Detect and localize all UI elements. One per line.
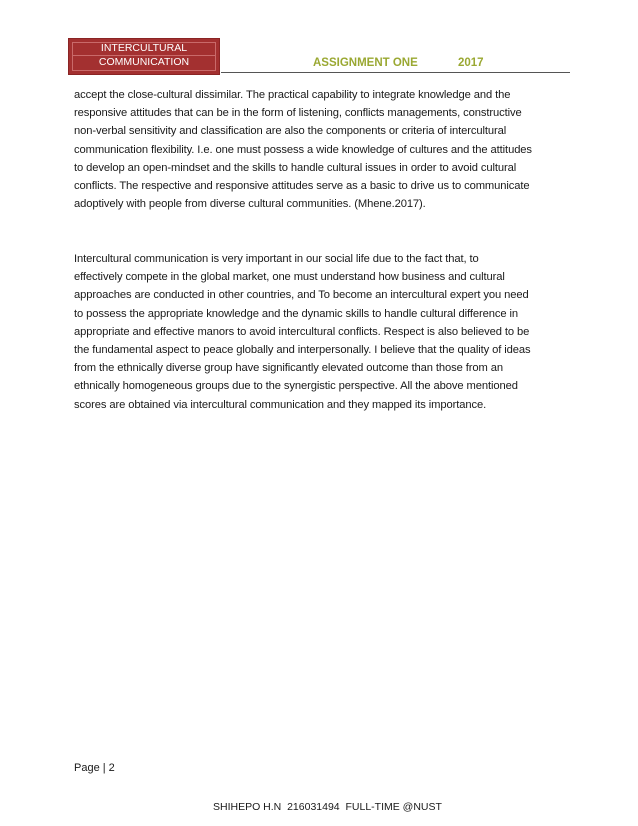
paragraph-1-line: accept the close-cultural dissimilar. The practical capability to integrate knowledge and the [74, 89, 511, 101]
course-title-box [68, 38, 220, 75]
paragraph-2-line: Intercultural communication is very important in our social life due to the fact that, to [74, 253, 479, 265]
assignment-label: ASSIGNMENT ONE [313, 57, 418, 69]
course-title-line1: INTERCULTURAL [100, 42, 188, 54]
paragraph-1-line: non-verbal sensitivity and classification are also the components or criteria of intercultural [74, 125, 507, 138]
paragraph-2-line: ethnically homogeneous groups due to the synergistic perspective. All the above mentioned [74, 380, 518, 393]
paragraph-2-line: appropriate and effective manors to avoid intercultural conflicts. Respect is also believed to be [74, 325, 530, 338]
paragraph-2-line: the fundamental aspect to peace globally and interpersonally. I believe that the quality of ideas [74, 344, 531, 357]
paragraph-1-line: responsive attitudes that can be in the form of listening, conflicts managements, constructive [74, 107, 522, 120]
paragraph-1 [74, 86, 574, 213]
paragraph-2 [74, 250, 574, 414]
paragraph-1-line: adoptively with people from diverse cultural communities. (Mhene.2017). [74, 198, 426, 211]
header-rule [221, 72, 570, 73]
paragraph-2-line: to possess the appropriate knowledge and the dynamic skills to handle cultural difference in [74, 307, 518, 320]
paragraph-1-line: to develop an open-mindset and the skills to handle cultural issues in order to avoid cultural [74, 161, 517, 174]
page-number: Page | 2 [74, 762, 115, 774]
paragraph-2-line: approaches are conducted in other countries, and To become an intercultural expert you need [74, 289, 529, 302]
paragraph-1-line: communication flexibility. I.e. one must possess a wide knowledge of cultures and the attitudes [74, 143, 532, 156]
assignment-year: 2017 [458, 57, 484, 69]
paragraph-2-line: scores are obtained via intercultural communication and they mapped its importance. [74, 398, 487, 411]
course-title-line2: COMMUNICATION [98, 56, 190, 68]
paragraph-2-line: effectively compete in the global market, one must understand how business and cultural [74, 271, 505, 284]
paragraph-2-line: from the ethnically diverse group have significantly elevated outcome than those from an [74, 362, 503, 375]
paragraph-1-line: conflicts. The respective and responsive attitudes serve as a basic to drive us to communicate [74, 180, 530, 193]
footer-author-line: SHIHEPO H.N 216031494 FULL-TIME @NUST [213, 801, 442, 813]
